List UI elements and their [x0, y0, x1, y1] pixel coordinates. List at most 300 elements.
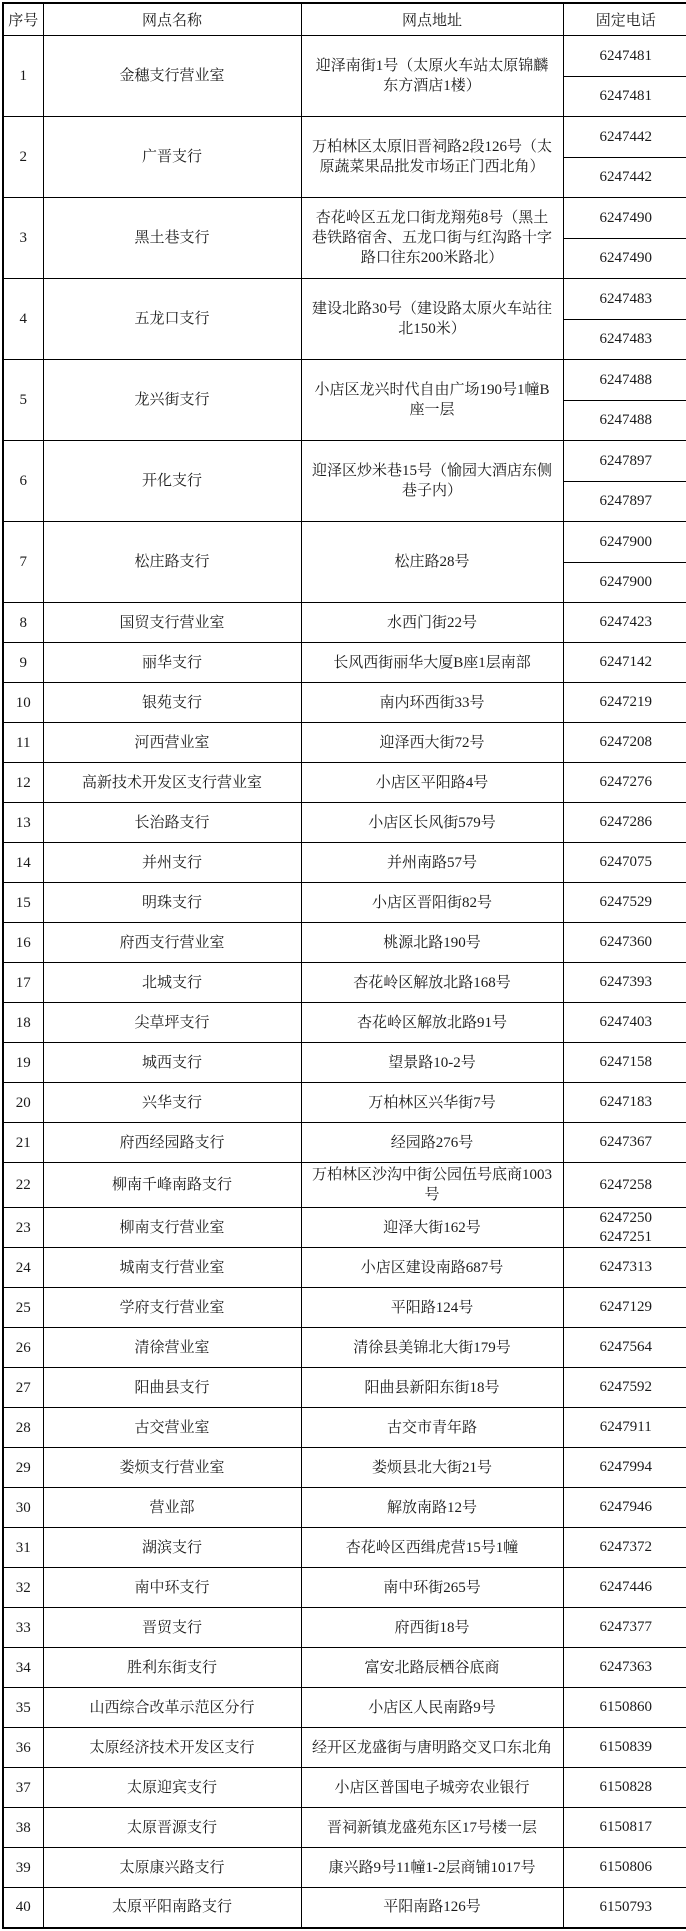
branch-address-cell: 并州南路57号	[301, 843, 563, 883]
row-index-cell: 7	[3, 522, 43, 603]
row-index-cell: 30	[3, 1488, 43, 1528]
phone-number: 6247994	[600, 1458, 653, 1477]
row-index-cell: 6	[3, 441, 43, 522]
branch-name-cell: 山西综合改革示范区分行	[43, 1688, 301, 1728]
phone-number: 6247564	[600, 1338, 653, 1357]
table-row	[3, 1648, 686, 1688]
branch-address-cell: 晋祠新镇龙盛苑东区17号楼一层	[301, 1808, 563, 1848]
phone-cell	[563, 1083, 686, 1123]
phone-subcell	[564, 1698, 686, 1717]
table-row	[3, 1608, 686, 1648]
branch-name-cell: 城西支行	[43, 1043, 301, 1083]
phone-subcell	[564, 813, 686, 832]
branch-address-cell: 迎泽区炒米巷15号（愉园大酒店东侧巷子内）	[301, 441, 563, 522]
phone-cell	[563, 1208, 686, 1248]
phone-cell	[563, 1648, 686, 1688]
row-index-cell: 13	[3, 803, 43, 843]
branch-address-cell: 康兴路9号11幢1-2层商铺1017号	[301, 1848, 563, 1888]
branch-name-cell: 太原迎宾支行	[43, 1768, 301, 1808]
row-index-cell: 40	[3, 1888, 43, 1928]
branch-name-cell: 湖滨支行	[43, 1528, 301, 1568]
phone-subcell	[564, 1898, 686, 1917]
branch-address-cell: 迎泽大街162号	[301, 1208, 563, 1248]
row-index-cell: 27	[3, 1368, 43, 1408]
phone-cell	[563, 683, 686, 723]
phone-subcell	[564, 1013, 686, 1032]
phone-number: 6247897	[600, 492, 653, 511]
col-header-address: 网点地址	[301, 3, 563, 36]
phone-cell	[563, 723, 686, 763]
phone-cell	[563, 360, 686, 441]
table-row	[3, 1288, 686, 1328]
phone-subcell	[564, 1738, 686, 1757]
branch-name-cell: 高新技术开发区支行营业室	[43, 763, 301, 803]
phone-cell	[563, 1848, 686, 1888]
branch-address-cell: 解放南路12号	[301, 1488, 563, 1528]
branch-address-cell: 万柏林区沙沟中街公园伍号底商1003号	[301, 1163, 563, 1208]
phone-number: 6150793	[600, 1898, 653, 1917]
branch-name-cell: 太原康兴路支行	[43, 1848, 301, 1888]
branch-name-cell: 古交营业室	[43, 1408, 301, 1448]
phone-number: 6247208	[600, 733, 653, 752]
table-row	[3, 683, 686, 723]
phone-number: 6247488	[600, 371, 653, 390]
phone-subcell	[564, 853, 686, 872]
phone-number: 6247363	[600, 1658, 653, 1677]
branch-address-cell: 南中环街265号	[301, 1568, 563, 1608]
branch-name-cell: 府西经园路支行	[43, 1123, 301, 1163]
row-index-cell: 10	[3, 683, 43, 723]
phone-subcell	[564, 117, 686, 157]
phone-cell	[563, 1248, 686, 1288]
row-index-cell: 23	[3, 1208, 43, 1248]
phone-subcell	[564, 693, 686, 712]
phone-subcell	[564, 733, 686, 752]
table-row	[3, 1163, 686, 1208]
row-index-cell: 5	[3, 360, 43, 441]
branch-address-cell: 杏花岭区西缉虎营15号1幢	[301, 1528, 563, 1568]
phone-number: 6247488	[600, 411, 653, 430]
phone-cell	[563, 1123, 686, 1163]
branch-address-cell: 小店区晋阳街82号	[301, 883, 563, 923]
phone-cell	[563, 1163, 686, 1208]
branch-address-cell: 杏花岭区解放北路168号	[301, 963, 563, 1003]
phone-subcell	[564, 1053, 686, 1072]
phone-subcell	[564, 562, 686, 602]
phone-subcell	[564, 1093, 686, 1112]
table-row	[3, 1083, 686, 1123]
phone-number: 6247483	[600, 330, 653, 349]
phone-subcell	[564, 319, 686, 359]
phone-number: 6247258	[600, 1176, 653, 1195]
phone-subcell	[564, 613, 686, 632]
phone-subcell	[564, 441, 686, 481]
phone-cell	[563, 279, 686, 360]
branch-address-cell: 水西门街22号	[301, 603, 563, 643]
branch-name-cell: 龙兴街支行	[43, 360, 301, 441]
branch-address-cell: 松庄路28号	[301, 522, 563, 603]
branch-address-cell: 府西街18号	[301, 1608, 563, 1648]
row-index-cell: 22	[3, 1163, 43, 1208]
branch-address-cell: 桃源北路190号	[301, 923, 563, 963]
phone-number: 6247897	[600, 452, 653, 471]
phone-number: 6247592	[600, 1378, 653, 1397]
table-row	[3, 1848, 686, 1888]
phone-number: 6247367	[600, 1133, 653, 1152]
table-row	[3, 1123, 686, 1163]
phone-cell	[563, 522, 686, 603]
phone-cell	[563, 1608, 686, 1648]
branch-address-cell: 建设北路30号（建设路太原火车站往北150米）	[301, 279, 563, 360]
branch-name-cell: 银苑支行	[43, 683, 301, 723]
row-index-cell: 21	[3, 1123, 43, 1163]
col-header-name: 网点名称	[43, 3, 301, 36]
phone-number: 6247900	[600, 533, 653, 552]
phone-cell	[563, 843, 686, 883]
table-row	[3, 723, 686, 763]
phone-subcell	[564, 1858, 686, 1877]
phone-cell	[563, 1043, 686, 1083]
phone-cell	[563, 643, 686, 683]
phone-subcell	[564, 1209, 686, 1247]
phone-number: 6247490	[600, 209, 653, 228]
phone-cell	[563, 1528, 686, 1568]
table-row	[3, 360, 686, 441]
row-index-cell: 8	[3, 603, 43, 643]
branch-address-cell: 古交市青年路	[301, 1408, 563, 1448]
branch-name-cell: 开化支行	[43, 441, 301, 522]
table-row	[3, 522, 686, 603]
phone-subcell	[564, 279, 686, 319]
phone-subcell	[564, 360, 686, 400]
branch-name-cell: 府西支行营业室	[43, 923, 301, 963]
row-index-cell: 35	[3, 1688, 43, 1728]
row-index-cell: 29	[3, 1448, 43, 1488]
branch-address-cell: 小店区龙兴时代自由广场190号1幢B座一层	[301, 360, 563, 441]
branch-address-cell: 万柏林区太原旧晋祠路2段126号（太原蔬菜果品批发市场正门西北角）	[301, 117, 563, 198]
table-row	[3, 803, 686, 843]
phone-subcell	[564, 198, 686, 238]
phone-cell	[563, 803, 686, 843]
phone-number: 6247276	[600, 773, 653, 792]
phone-number: 6247250	[600, 1209, 653, 1228]
phone-number: 6247481	[600, 87, 653, 106]
row-index-cell: 1	[3, 36, 43, 117]
phone-number: 6247219	[600, 693, 653, 712]
row-index-cell: 15	[3, 883, 43, 923]
branch-name-cell: 广晋支行	[43, 117, 301, 198]
phone-cell	[563, 1003, 686, 1043]
branch-name-cell: 城南支行营业室	[43, 1248, 301, 1288]
phone-number: 6150806	[600, 1858, 653, 1877]
phone-cell	[563, 1288, 686, 1328]
branch-name-cell: 长治路支行	[43, 803, 301, 843]
row-index-cell: 36	[3, 1728, 43, 1768]
table-row	[3, 1328, 686, 1368]
table-row	[3, 1208, 686, 1248]
branch-name-cell: 学府支行营业室	[43, 1288, 301, 1328]
phone-cell	[563, 117, 686, 198]
table-row	[3, 883, 686, 923]
row-index-cell: 18	[3, 1003, 43, 1043]
phone-subcell	[564, 653, 686, 672]
phone-number: 6150839	[600, 1738, 653, 1757]
table-row	[3, 117, 686, 198]
branch-name-cell: 太原平阳南路支行	[43, 1888, 301, 1928]
phone-cell	[563, 36, 686, 117]
table-row	[3, 603, 686, 643]
table-row	[3, 1728, 686, 1768]
phone-number: 6247377	[600, 1618, 653, 1637]
phone-subcell	[564, 1298, 686, 1317]
branch-name-cell: 柳南支行营业室	[43, 1208, 301, 1248]
branch-address-cell: 小店区建设南路687号	[301, 1248, 563, 1288]
table-row	[3, 441, 686, 522]
branch-name-cell: 南中环支行	[43, 1568, 301, 1608]
table-row	[3, 198, 686, 279]
table-row	[3, 279, 686, 360]
phone-number: 6247372	[600, 1538, 653, 1557]
phone-number: 6247529	[600, 893, 653, 912]
row-index-cell: 4	[3, 279, 43, 360]
phone-subcell	[564, 238, 686, 278]
phone-cell	[563, 1328, 686, 1368]
phone-cell	[563, 883, 686, 923]
branch-name-cell: 国贸支行营业室	[43, 603, 301, 643]
table-row	[3, 763, 686, 803]
branch-name-cell: 阳曲县支行	[43, 1368, 301, 1408]
branch-name-cell: 清徐营业室	[43, 1328, 301, 1368]
table-header	[3, 3, 686, 36]
branch-address-cell: 迎泽西大街72号	[301, 723, 563, 763]
branch-table	[2, 2, 686, 1929]
branch-name-cell: 太原经济技术开发区支行	[43, 1728, 301, 1768]
phone-number: 6247158	[600, 1053, 653, 1072]
phone-cell	[563, 763, 686, 803]
row-index-cell: 38	[3, 1808, 43, 1848]
branch-address-cell: 富安北路辰栖谷底商	[301, 1648, 563, 1688]
table-row	[3, 1888, 686, 1928]
branch-address-cell: 娄烦县北大街21号	[301, 1448, 563, 1488]
phone-number: 6247313	[600, 1258, 653, 1277]
phone-subcell	[564, 1658, 686, 1677]
row-index-cell: 33	[3, 1608, 43, 1648]
phone-subcell	[564, 400, 686, 440]
row-index-cell: 3	[3, 198, 43, 279]
branch-name-cell: 松庄路支行	[43, 522, 301, 603]
table-row	[3, 963, 686, 1003]
phone-cell	[563, 963, 686, 1003]
phone-number: 6247183	[600, 1093, 653, 1112]
branch-name-cell: 兴华支行	[43, 1083, 301, 1123]
phone-number: 6247286	[600, 813, 653, 832]
phone-cell	[563, 1888, 686, 1928]
phone-subcell	[564, 1458, 686, 1477]
phone-subcell	[564, 481, 686, 521]
branch-name-cell: 营业部	[43, 1488, 301, 1528]
table-row	[3, 1808, 686, 1848]
row-index-cell: 11	[3, 723, 43, 763]
row-index-cell: 31	[3, 1528, 43, 1568]
branch-address-cell: 平阳路124号	[301, 1288, 563, 1328]
phone-subcell	[564, 76, 686, 116]
phone-subcell	[564, 1133, 686, 1152]
branch-address-cell: 南内环西街33号	[301, 683, 563, 723]
table-row	[3, 36, 686, 117]
phone-number: 6247481	[600, 47, 653, 66]
table-row	[3, 1688, 686, 1728]
row-index-cell: 12	[3, 763, 43, 803]
branch-name-cell: 柳南千峰南路支行	[43, 1163, 301, 1208]
row-index-cell: 2	[3, 117, 43, 198]
row-index-cell: 28	[3, 1408, 43, 1448]
table-row	[3, 843, 686, 883]
branch-address-cell: 小店区平阳路4号	[301, 763, 563, 803]
phone-subcell	[564, 1498, 686, 1517]
phone-cell	[563, 1688, 686, 1728]
row-index-cell: 9	[3, 643, 43, 683]
row-index-cell: 37	[3, 1768, 43, 1808]
phone-cell	[563, 1768, 686, 1808]
row-index-cell: 19	[3, 1043, 43, 1083]
branch-address-cell: 平阳南路126号	[301, 1888, 563, 1928]
branch-name-cell: 晋贸支行	[43, 1608, 301, 1648]
col-header-index: 序号	[3, 3, 43, 36]
phone-subcell	[564, 1818, 686, 1837]
row-index-cell: 20	[3, 1083, 43, 1123]
phone-cell	[563, 1728, 686, 1768]
row-index-cell: 26	[3, 1328, 43, 1368]
row-index-cell: 24	[3, 1248, 43, 1288]
phone-number: 6247442	[600, 168, 653, 187]
branch-address-cell: 万柏林区兴华街7号	[301, 1083, 563, 1123]
table-row	[3, 1448, 686, 1488]
table-row	[3, 1408, 686, 1448]
phone-number: 6247129	[600, 1298, 653, 1317]
table-row	[3, 923, 686, 963]
phone-cell	[563, 1408, 686, 1448]
phone-subcell	[564, 1338, 686, 1357]
branch-name-cell: 明珠支行	[43, 883, 301, 923]
phone-number: 6247360	[600, 933, 653, 952]
branch-name-cell: 金穗支行营业室	[43, 36, 301, 117]
branch-name-cell: 娄烦支行营业室	[43, 1448, 301, 1488]
phone-cell	[563, 198, 686, 279]
branch-address-cell: 长风西街丽华大厦B座1层南部	[301, 643, 563, 683]
phone-cell	[563, 1808, 686, 1848]
row-index-cell: 32	[3, 1568, 43, 1608]
phone-subcell	[564, 893, 686, 912]
branch-address-cell: 杏花岭区五龙口街龙翔苑8号（黑土巷铁路宿舍、五龙口街与红沟路十字路口往东200米路北）	[301, 198, 563, 279]
phone-subcell	[564, 1578, 686, 1597]
table-row	[3, 1768, 686, 1808]
table-row	[3, 1488, 686, 1528]
phone-number: 6247075	[600, 853, 653, 872]
header-row	[3, 3, 686, 36]
phone-cell	[563, 441, 686, 522]
table-row	[3, 1368, 686, 1408]
phone-subcell	[564, 1418, 686, 1437]
branch-name-cell: 尖草坪支行	[43, 1003, 301, 1043]
phone-number: 6247423	[600, 613, 653, 632]
branch-address-cell: 小店区长风街579号	[301, 803, 563, 843]
branch-name-cell: 丽华支行	[43, 643, 301, 683]
row-index-cell: 14	[3, 843, 43, 883]
phone-subcell	[564, 522, 686, 562]
phone-subcell	[564, 973, 686, 992]
phone-number: 6247446	[600, 1578, 653, 1597]
phone-cell	[563, 1488, 686, 1528]
table-row	[3, 1528, 686, 1568]
phone-cell	[563, 1568, 686, 1608]
phone-cell	[563, 1368, 686, 1408]
branch-name-cell: 河西营业室	[43, 723, 301, 763]
phone-number: 6150817	[600, 1818, 653, 1837]
row-index-cell: 17	[3, 963, 43, 1003]
phone-number: 6247490	[600, 249, 653, 268]
phone-number: 6247142	[600, 653, 653, 672]
phone-number: 6247403	[600, 1013, 653, 1032]
branch-address-cell: 杏花岭区解放北路91号	[301, 1003, 563, 1043]
branch-address-cell: 经开区龙盛街与唐明路交叉口东北角	[301, 1728, 563, 1768]
branch-name-cell: 北城支行	[43, 963, 301, 1003]
phone-subcell	[564, 1176, 686, 1195]
col-header-phone: 固定电话	[563, 3, 686, 36]
phone-subcell	[564, 36, 686, 76]
table-row	[3, 1003, 686, 1043]
phone-number: 6247911	[600, 1418, 652, 1437]
branch-address-cell: 经园路276号	[301, 1123, 563, 1163]
phone-cell	[563, 603, 686, 643]
phone-cell	[563, 923, 686, 963]
phone-subcell	[564, 157, 686, 197]
phone-subcell	[564, 1618, 686, 1637]
table-body	[3, 36, 686, 1928]
phone-number: 6247900	[600, 573, 653, 592]
phone-number: 6150860	[600, 1698, 653, 1717]
phone-subcell	[564, 1778, 686, 1797]
branch-address-cell: 阳曲县新阳东街18号	[301, 1368, 563, 1408]
phone-subcell	[564, 1378, 686, 1397]
branch-address-cell: 清徐县美锦北大街179号	[301, 1328, 563, 1368]
phone-number: 6247251	[600, 1228, 653, 1247]
row-index-cell: 16	[3, 923, 43, 963]
table-row	[3, 1248, 686, 1288]
row-index-cell: 39	[3, 1848, 43, 1888]
row-index-cell: 34	[3, 1648, 43, 1688]
phone-number: 6247393	[600, 973, 653, 992]
phone-subcell	[564, 1258, 686, 1277]
phone-number: 6150828	[600, 1778, 653, 1797]
branch-name-cell: 黑土巷支行	[43, 198, 301, 279]
branch-name-cell: 五龙口支行	[43, 279, 301, 360]
branch-name-cell: 太原晋源支行	[43, 1808, 301, 1848]
row-index-cell: 25	[3, 1288, 43, 1328]
phone-number: 6247946	[600, 1498, 653, 1517]
table-row	[3, 1043, 686, 1083]
phone-number: 6247442	[600, 128, 653, 147]
branch-address-cell: 小店区普国电子城旁农业银行	[301, 1768, 563, 1808]
branch-name-cell: 并州支行	[43, 843, 301, 883]
branch-name-cell: 胜利东街支行	[43, 1648, 301, 1688]
phone-subcell	[564, 933, 686, 952]
branch-address-cell: 迎泽南街1号（太原火车站太原锦麟东方酒店1楼）	[301, 36, 563, 117]
table-row	[3, 643, 686, 683]
phone-subcell	[564, 773, 686, 792]
table-row	[3, 1568, 686, 1608]
phone-subcell	[564, 1538, 686, 1557]
branch-address-cell: 望景路10-2号	[301, 1043, 563, 1083]
